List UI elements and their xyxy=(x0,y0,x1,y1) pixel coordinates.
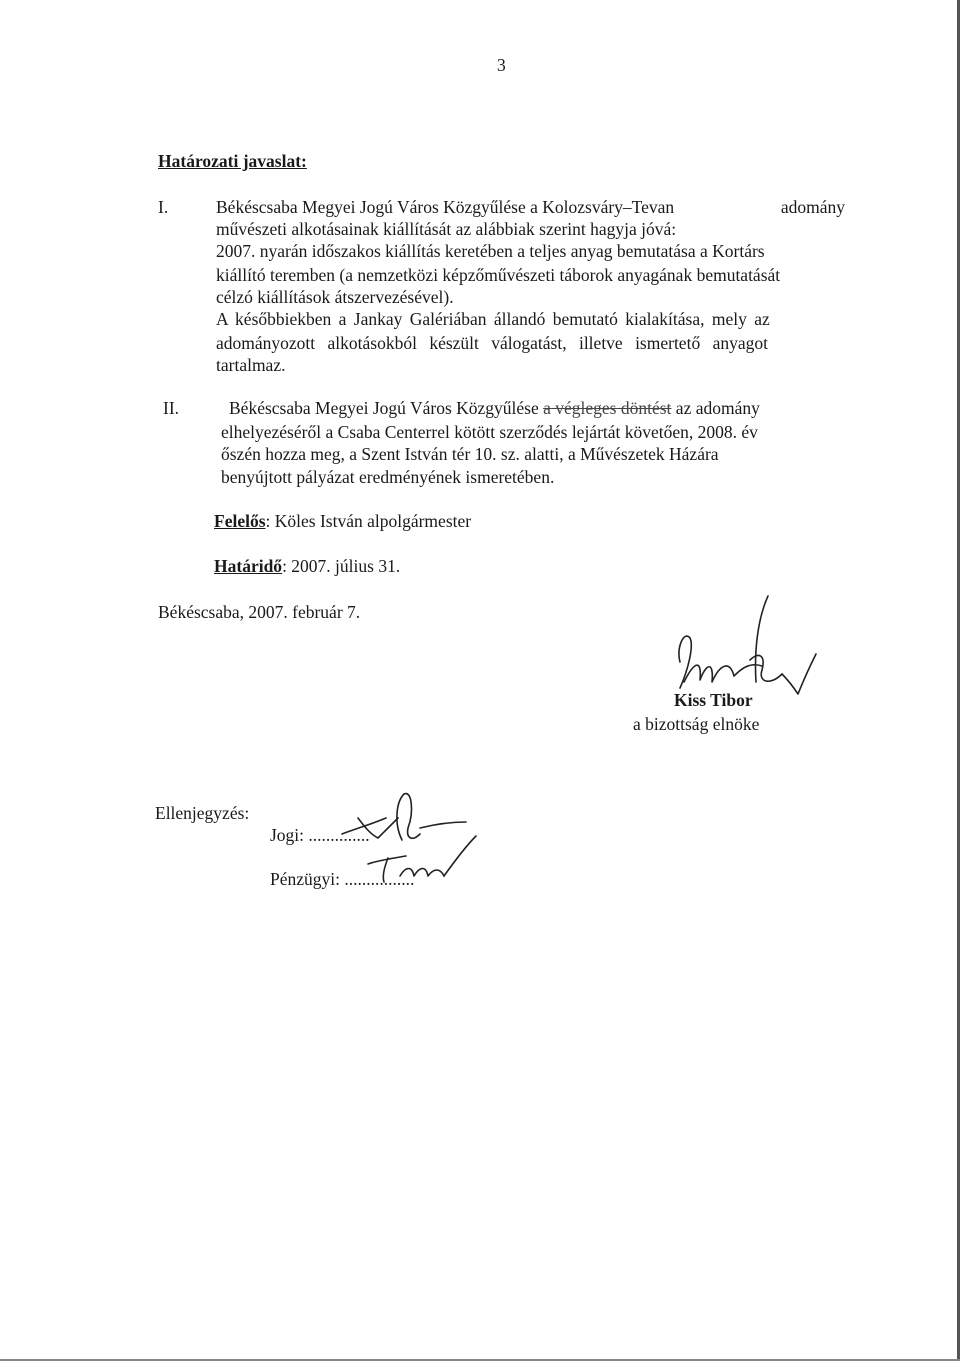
legal-label: Jogi: xyxy=(270,825,305,845)
finance-label: Pénzügyi: xyxy=(270,869,340,889)
responsible-label: Felelős xyxy=(214,511,266,531)
signer-title: a bizottság elnöke xyxy=(633,714,760,734)
legal-dots: .............. xyxy=(308,825,370,845)
deadline-label: Határidő xyxy=(214,556,283,576)
struck-text: a végleges döntést xyxy=(543,398,672,418)
section-2-line-1 xyxy=(229,397,760,419)
section-1-line-1 xyxy=(216,196,845,218)
section-2-marker: II. xyxy=(163,398,180,418)
section-2-line-2: elhelyezéséről a Csaba Centerrel kötött szerződés lejártát követően, 2008. év xyxy=(221,422,758,442)
section-2-line-1-text: Békéscsaba Megyei Jogú Város Közgyűlése xyxy=(229,398,539,418)
deadline-line xyxy=(214,555,400,577)
section-1-line-6: A későbbiekben a Jankay Galériában állandó bemutató kialakítása, mely az xyxy=(216,309,770,329)
page-number: 3 xyxy=(497,55,506,75)
place-date: Békéscsaba, 2007. február 7. xyxy=(158,602,361,622)
responsible-value: : Köles István alpolgármester xyxy=(265,511,472,531)
section-1-line-1-text: Békéscsaba Megyei Jogú Város Közgyűlése a Kolozsváry–Tevan xyxy=(216,197,675,217)
section-1-marker: I. xyxy=(158,197,169,217)
section-1-line-2: művészeti alkotásainak kiállítását az alábbiak szerint hagyja jóvá: xyxy=(216,219,677,239)
countersign-label: Ellenjegyzés: xyxy=(155,803,250,823)
section-1-line-5: célzó kiállítások átszervezésével). xyxy=(216,287,454,307)
section-2-line-3: őszén hozza meg, a Szent István tér 10. sz. alatti, a Művészetek Házára xyxy=(221,444,719,464)
finance-dots: ................ xyxy=(344,869,415,889)
section-1-line-8: tartalmaz. xyxy=(216,355,286,375)
section-1-line-1-end: adomány xyxy=(780,197,845,217)
section-1-line-3: 2007. nyarán időszakos kiállítás keretében a teljes anyag bemutatása a Kortárs xyxy=(216,241,765,261)
page-heading: Határozati javaslat: xyxy=(158,151,307,171)
section-1-line-7: adományozott alkotásokból készült válogatást, illetve ismertető anyagot xyxy=(216,333,768,353)
deadline-value: : 2007. július 31. xyxy=(282,556,401,576)
section-2-line-4: benyújtott pályázat eredményének ismeretében. xyxy=(221,467,555,487)
signer-name: Kiss Tibor xyxy=(674,690,753,710)
section-2-line-1-end: az adomány xyxy=(675,398,760,418)
section-1-line-4: kiállító teremben (a nemzetközi képzőművészeti táborok anyagának bemutatását xyxy=(216,265,781,285)
responsible-line xyxy=(214,510,471,532)
finance-signature xyxy=(360,828,480,888)
